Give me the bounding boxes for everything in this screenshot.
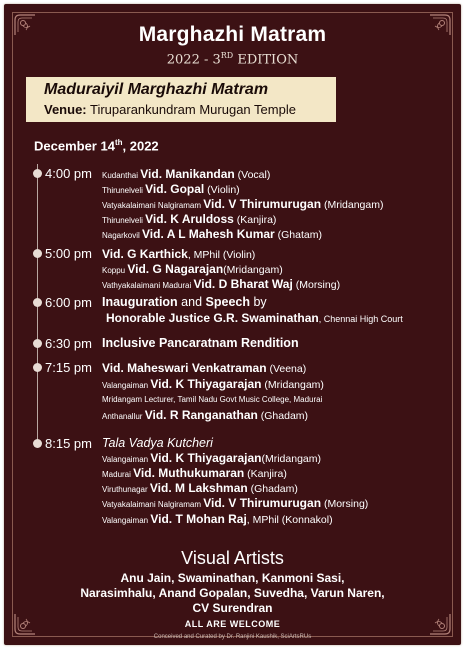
performer-row: Valangaiman Vid. K Thiyagarajan(Mridangam) bbox=[102, 451, 321, 465]
performer-row: Vatyakalaimani Nalgiramam Vid. V Thirumurugan (Morsing) bbox=[102, 496, 369, 510]
visual-artists-heading: Visual Artists bbox=[181, 548, 284, 568]
slot-time: 6:30 pm bbox=[45, 336, 92, 351]
artists-line: Narasimhalu, Anand Gopalan, Suvedha, Varun Naren, bbox=[80, 586, 385, 600]
slot-time: 8:15 pm bbox=[45, 436, 92, 451]
timeline-dot-icon bbox=[33, 439, 42, 448]
timeline-dot-icon bbox=[33, 169, 42, 178]
venue-box bbox=[26, 77, 336, 122]
performer-row: Vatyakalaimani Nalgiramam Vid. V Thirumurugan (Mridangam) bbox=[102, 197, 384, 211]
performer-row: Valangaiman Vid. K Thiyagarajan (Mridangam) bbox=[102, 377, 324, 391]
performer-row: Vid. Maheswari Venkatraman (Veena) bbox=[102, 361, 307, 375]
poster bbox=[4, 4, 461, 645]
timeline-dot-icon bbox=[33, 298, 42, 307]
timeline-dot-icon bbox=[33, 339, 42, 348]
slot-time: 4:00 pm bbox=[45, 166, 92, 181]
edition-line: 2022 - 3RD EDITION bbox=[166, 51, 299, 68]
performer-row: Kudanthai Vid. Manikandan (Vocal) bbox=[102, 167, 271, 181]
pancaratnam-title: Inclusive Pancaratnam Rendition bbox=[102, 336, 299, 350]
performer-row: Valangaiman Vid. T Mohan Raj, MPhil (Konnakol) bbox=[102, 512, 333, 526]
timeline-dot-icon bbox=[33, 363, 42, 372]
event-date: December 14th, 2022 bbox=[34, 138, 159, 154]
slot-time: 6:00 pm bbox=[45, 295, 92, 310]
event-title: Marghazhi Matram bbox=[138, 23, 327, 46]
performer-row: Thirunelveli Vid. Gopal (Violin) bbox=[102, 182, 240, 196]
performer-row: Vathyakalaimani Madurai Vid. D Bharat Waj (Morsing) bbox=[102, 277, 341, 291]
performer-row: Nagarkovil Vid. A L Mahesh Kumar (Ghatam) bbox=[102, 227, 322, 241]
performer-row: Vid. G Karthick, MPhil (Violin) bbox=[102, 247, 256, 261]
artists-line: CV Surendran bbox=[192, 601, 273, 615]
welcome-text: ALL ARE WELCOME bbox=[184, 619, 281, 629]
performer-row: Thirunelveli Vid. K Aruldoss (Kanjira) bbox=[102, 212, 277, 226]
artists-line: Anu Jain, Swaminathan, Kanmoni Sasi, bbox=[120, 571, 345, 585]
performer-row: Koppu Vid. G Nagarajan(Mridangam) bbox=[102, 262, 283, 276]
kutcheri-title: Tala Vadya Kutcheri bbox=[102, 436, 213, 450]
inauguration-line: Inauguration and Speech by bbox=[102, 295, 267, 309]
venue-title: Maduraiyil Marghazhi Matram bbox=[44, 81, 269, 98]
performer-row: Madurai Vid. Muthukumaran (Kanjira) bbox=[102, 466, 287, 480]
speaker-line: Honorable Justice G.R. Swaminathan, Chennai High Court bbox=[106, 311, 403, 325]
slot-time: 5:00 pm bbox=[45, 246, 92, 261]
slot-time: 7:15 pm bbox=[45, 360, 92, 375]
timeline-dot-icon bbox=[33, 249, 42, 258]
performer-row: Anthanallur Vid. R Ranganathan (Ghadam) bbox=[102, 408, 309, 422]
performer-row: Viruthunagar Vid. M Lakshman (Ghadam) bbox=[102, 481, 298, 495]
venue-line: Venue: Tiruparankundram Murugan Temple bbox=[44, 102, 296, 117]
performer-note: Mridangam Lecturer, Tamil Nadu Govt Music College, Madurai bbox=[102, 395, 323, 404]
curator-credit: Conceived and Curated by Dr. Ranjini Kaushik, SciArtsRUs bbox=[153, 634, 312, 640]
